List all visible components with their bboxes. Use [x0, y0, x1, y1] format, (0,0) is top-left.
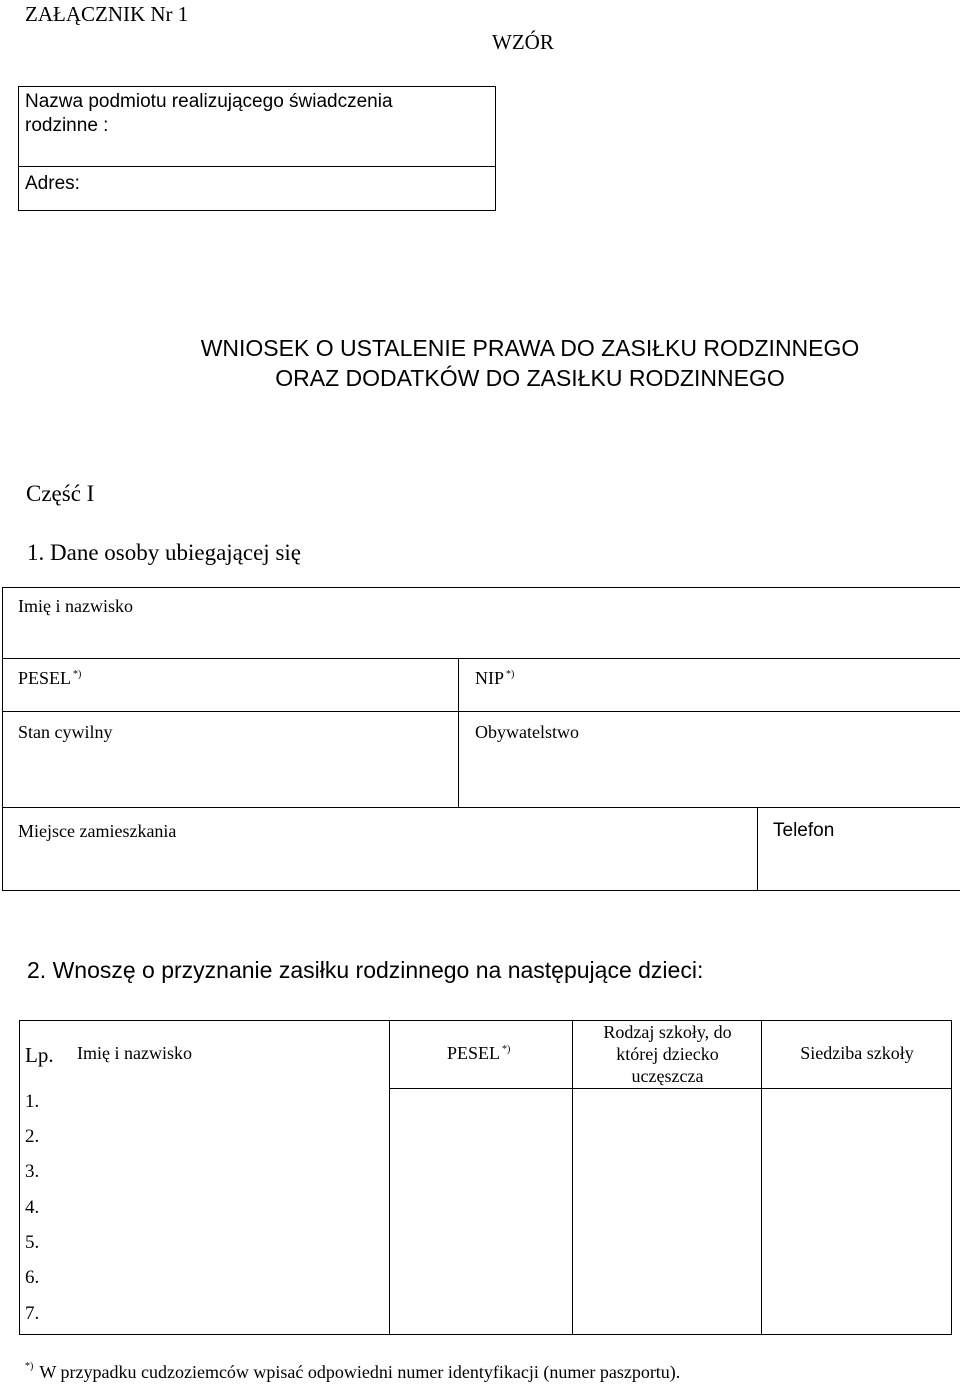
col-header-pesel-label: PESEL — [447, 1043, 501, 1063]
institution-address-field[interactable] — [19, 167, 495, 210]
col-header-school-type-line3: uczęszcza — [631, 1066, 704, 1086]
footnote-mark: *) — [25, 1361, 34, 1372]
pesel-field[interactable] — [18, 668, 81, 689]
col-header-name: Imię i nazwisko — [77, 1043, 192, 1063]
phone-label: Telefon — [773, 820, 835, 841]
phone-field[interactable] — [773, 820, 834, 842]
annex-number: ZAŁĄCZNIK Nr 1 — [25, 2, 189, 26]
form-title-line1: WNIOSEK O USTALENIE PRAWA DO ZASIŁKU RODZINNEGO — [200, 335, 860, 361]
citizenship-label: Obywatelstwo — [475, 722, 579, 742]
col-header-school-type-line2: której dziecko — [616, 1044, 719, 1064]
form-title-line2: ORAZ DODATKÓW DO ZASIŁKU RODZINNEGO — [275, 365, 785, 391]
template-mark: WZÓR — [492, 30, 554, 54]
col-header-school-seat: Siedziba szkoły — [800, 1043, 914, 1063]
row-number: 2. — [25, 1126, 40, 1147]
full-name-label: Imię i nazwisko — [18, 596, 133, 616]
table-divider — [757, 807, 758, 891]
col-header-school-type — [574, 1021, 761, 1087]
row-number: 6. — [25, 1267, 40, 1288]
residence-field[interactable] — [18, 821, 176, 842]
table-divider — [389, 1020, 390, 1335]
footnote-mark: *) — [506, 669, 515, 680]
col-header-lp: Lp. — [25, 1043, 54, 1067]
table-divider — [389, 1088, 952, 1089]
col-header-pesel — [447, 1043, 510, 1064]
col-header-school-type-line1: Rodzaj szkoły, do — [603, 1022, 732, 1042]
table-divider — [3, 711, 960, 712]
pesel-label: PESEL — [18, 668, 72, 688]
applicant-table — [2, 587, 960, 891]
footnote — [25, 1362, 680, 1383]
institution-name-field[interactable] — [19, 87, 495, 167]
footnote-text: W przypadku cudzoziemców wpisać odpowiedni numer identyfikacji (numer paszportu). — [39, 1362, 681, 1382]
citizenship-field[interactable] — [475, 722, 579, 743]
table-divider — [761, 1020, 762, 1335]
row-number: 1. — [25, 1091, 40, 1112]
section2-heading: 2. Wnoszę o przyznanie zasiłku rodzinnego na następujące dzieci: — [27, 957, 704, 983]
nip-field[interactable] — [475, 668, 514, 689]
institution-name-label-line2: rodzinne : — [25, 115, 109, 136]
table-divider — [572, 1020, 573, 1335]
table-divider — [3, 658, 960, 659]
row-number: 3. — [25, 1161, 40, 1182]
row-number: 4. — [25, 1197, 40, 1218]
footnote-mark: *) — [73, 669, 82, 680]
form-title — [0, 333, 960, 393]
part-heading: Część I — [26, 481, 95, 506]
table-border — [951, 1020, 952, 1335]
table-divider — [458, 658, 459, 807]
institution-address-label: Adres: — [25, 173, 80, 194]
table-divider — [3, 807, 960, 808]
row-number: 5. — [25, 1232, 40, 1253]
table-border — [19, 1020, 952, 1021]
marital-status-label: Stan cywilny — [18, 722, 113, 742]
footnote-mark: *) — [502, 1044, 511, 1055]
marital-status-field[interactable] — [18, 722, 113, 743]
table-border — [19, 1020, 20, 1335]
section1-heading: 1. Dane osoby ubiegającej się — [27, 540, 301, 565]
full-name-field[interactable] — [18, 596, 133, 617]
institution-box — [18, 86, 496, 211]
row-number: 7. — [25, 1303, 40, 1324]
institution-name-label-line1: Nazwa podmiotu realizującego świadczenia — [25, 91, 393, 112]
children-table — [19, 1020, 952, 1335]
residence-label: Miejsce zamieszkania — [18, 821, 177, 841]
nip-label: NIP — [475, 668, 505, 688]
table-border — [19, 1334, 952, 1335]
